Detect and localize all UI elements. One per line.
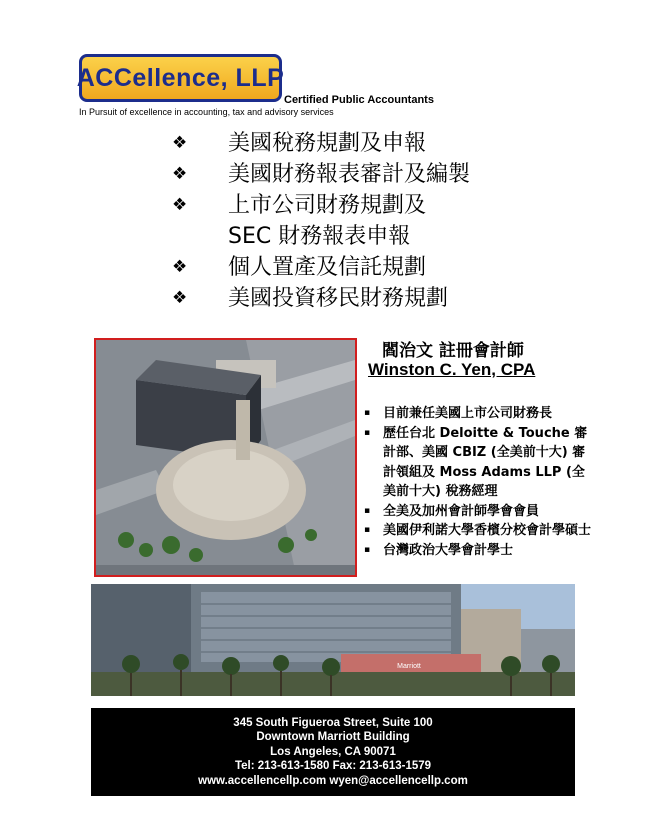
service-label: 美國財務報表審計及編製 [228,162,471,187]
building-aerial-illustration [96,340,355,575]
building-aerial-photo [94,338,357,577]
credential-item [362,404,592,424]
diamond-cluster-icon: ❖ [172,164,188,184]
service-item [172,190,470,221]
square-bullet-icon: ▪ [364,427,371,438]
services-list [172,128,470,314]
service-item-continuation [172,221,470,252]
address-line-2: Downtown Marriott Building [256,731,410,744]
company-logo [76,54,285,102]
credential-text: 目前兼任美國上市公司財務長 [383,406,553,421]
service-label: 個人置產及信託規劃 [228,255,427,280]
hotel-street-illustration [91,584,575,696]
service-item [172,252,470,283]
diamond-cluster-icon: ❖ [172,288,188,308]
diamond-cluster-icon: ❖ [172,195,188,215]
contact-footer [91,708,575,796]
credential-item [362,521,592,541]
credential-text: 美國伊利諾大學香檳分校會計學碩士 [383,523,592,538]
square-bullet-icon: ▪ [364,505,371,516]
diamond-cluster-icon: ❖ [172,257,188,277]
credential-item [362,541,592,561]
credential-text: 歷任台北 Deloitte & Touche 審計部、美國 CBIZ (全美前十大) 審計領組及 Moss Adams LLP (全美前十大) 稅務經理 [383,425,588,499]
credential-item [362,424,592,502]
marriott-sign: Marriott [397,663,421,670]
credential-text: 台灣政治大學會計學士 [383,542,514,558]
address-line-1: 345 South Figueroa Street, Suite 100 [233,716,433,729]
service-label: 美國稅務規劃及申報 [228,131,427,156]
credentials-list [362,404,592,560]
square-bullet-icon: ▪ [364,408,371,418]
address-line-3: Los Angeles, CA 90071 [270,745,396,758]
service-item [172,159,470,190]
service-item [172,283,470,314]
name-chinese: 閻治文 註冊會計師 [382,341,524,361]
web-email: www.accellencellp.com wyen@accellencellp.com [198,774,468,787]
service-label: 美國投資移民財務規劃 [228,286,449,311]
phone-fax: Tel: 213-613-1580 Fax: 213-613-1579 [234,760,432,773]
credential-item [362,502,592,522]
subtitle: Certified Public Accountants [284,94,434,106]
diamond-cluster-icon: ❖ [172,133,188,153]
service-label: SEC 財務報表申報 [228,224,411,249]
hotel-street-photo [91,584,575,696]
service-item [172,128,470,159]
logo-text: ACCellence, LLP [76,63,285,92]
square-bullet-icon: ▪ [364,525,371,535]
name-english: Winston C. Yen, CPA [368,360,536,379]
tagline: In Pursuit of excellence in accounting, tax and advisory services [79,107,334,117]
service-label: 上市公司財務規劃及 [228,193,427,218]
credential-text: 全美及加州會計師學會會員 [383,503,540,519]
square-bullet-icon: ▪ [364,544,371,555]
